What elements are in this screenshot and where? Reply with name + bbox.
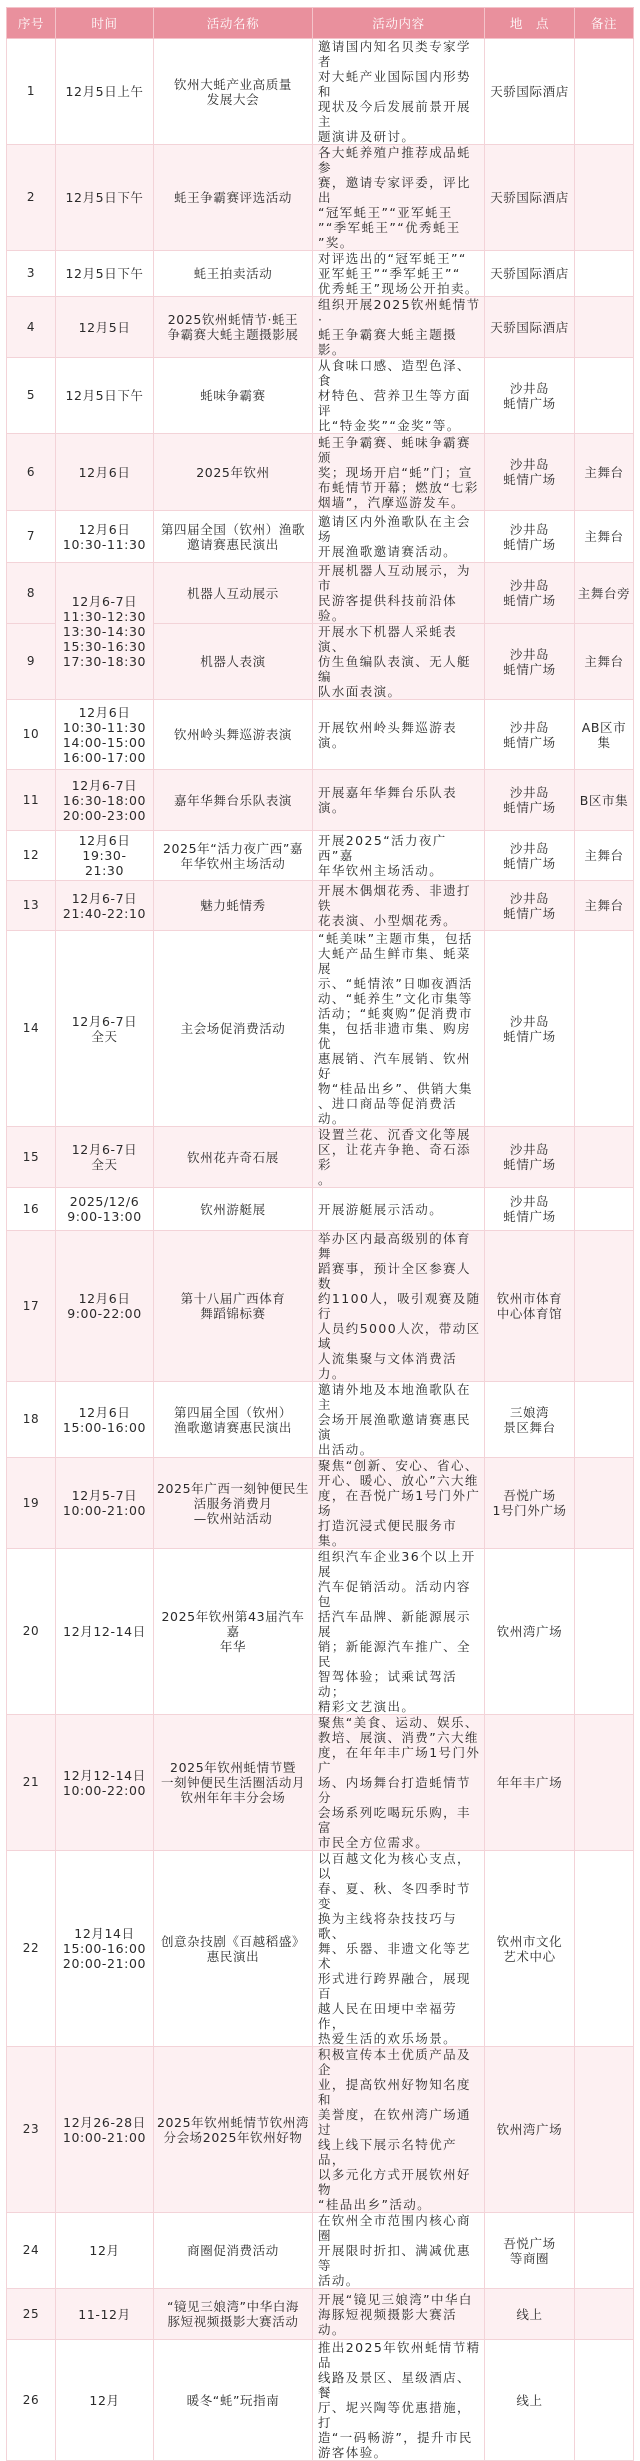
cell-content: 邀请区内外渔歌队在主会场 开展渔歌邀请赛活动。 [313, 511, 485, 563]
cell-note [575, 1382, 634, 1458]
cell-name: 蚝王拍卖活动 [154, 251, 313, 297]
cell-content: 开展游艇展示活动。 [313, 1188, 485, 1231]
table-row [7, 2289, 634, 2340]
cell-name: 机器人互动展示 [154, 563, 313, 624]
cell-content: 推出2025年钦州蚝情节精品 线路及景区、星级酒店、餐 厅、坭兴陶等优惠措施，打 造“一码畅游”，提升市民 游客体验。 [313, 2340, 485, 2461]
cell-time: 12月6-7日 全天 [56, 1127, 154, 1188]
cell-place: 沙井岛 蚝情广场 [485, 931, 575, 1127]
cell-time: 12月5-7日 10:00-21:00 [56, 1458, 154, 1549]
cell-name: 2025年广西一刻钟便民生 活服务消费月 —钦州站活动 [154, 1458, 313, 1549]
cell-time: 12月14日 15:00-16:00 20:00-21:00 [56, 1851, 154, 2047]
cell-content: 蚝王争霸赛、蚝味争霸赛颁 奖；现场开启“蚝”门；宣 布蚝情节开幕；燃放“七彩 烟墙”，汽摩巡游发车。 [313, 434, 485, 511]
table-row [7, 145, 634, 251]
header-content: 活动内容 [313, 8, 485, 39]
cell-place: 沙井岛 蚝情广场 [485, 881, 575, 931]
cell-no: 13 [7, 881, 56, 931]
table-row [7, 1851, 634, 2047]
cell-name: 2025年钦州 [154, 434, 313, 511]
cell-place: 沙井岛 蚝情广场 [485, 831, 575, 881]
table-body [7, 39, 634, 2461]
cell-note [575, 1231, 634, 1382]
table-row [7, 358, 634, 434]
cell-place: 沙井岛 蚝情广场 [485, 358, 575, 434]
cell-name: 魅力蚝情秀 [154, 881, 313, 931]
cell-note [575, 39, 634, 145]
header-time: 时间 [56, 8, 154, 39]
cell-place: 天骄国际酒店 [485, 297, 575, 358]
cell-content: 邀请国内知名贝类专家学者 对大蚝产业国际国内形势和 现状及今后发展前景开展主 题演讲及研讨。 [313, 39, 485, 145]
cell-place: 沙井岛 蚝情广场 [485, 434, 575, 511]
cell-no: 14 [7, 931, 56, 1127]
cell-place: 三娘湾 景区舞台 [485, 1382, 575, 1458]
cell-time: 12月5日 [56, 297, 154, 358]
cell-no: 12 [7, 831, 56, 881]
cell-note: AB区市集 [575, 700, 634, 770]
cell-content: 在钦州全市范围内核心商圈 开展限时折扣、满减优惠等 活动。 [313, 2213, 485, 2289]
cell-name: 暖冬“蚝”玩指南 [154, 2340, 313, 2461]
cell-name: 2025年钦州蚝情节钦州湾 分会场2025年钦州好物 [154, 2047, 313, 2213]
cell-content: 设置兰花、沉香文化等展 区，让花卉争艳、奇石添彩 。 [313, 1127, 485, 1188]
cell-name: 主会场促消费活动 [154, 931, 313, 1127]
table-header-row [7, 8, 634, 39]
cell-note [575, 1851, 634, 2047]
cell-no: 17 [7, 1231, 56, 1382]
table-row [7, 2047, 634, 2213]
cell-name: 2025年钦州蚝情节暨 一刻钟便民生活圈活动月 钦州年年丰分会场 [154, 1715, 313, 1851]
cell-time: 12月5日下午 [56, 358, 154, 434]
table-row [7, 251, 634, 297]
cell-no: 26 [7, 2340, 56, 2461]
cell-note [575, 251, 634, 297]
cell-time: 12月26-28日 10:00-21:00 [56, 2047, 154, 2213]
cell-name: 2025年钦州第43届汽车嘉 年华 [154, 1549, 313, 1715]
table-row [7, 700, 634, 770]
table-row [7, 2340, 634, 2461]
cell-name: 钦州花卉奇石展 [154, 1127, 313, 1188]
cell-place: 钦州湾广场 [485, 1549, 575, 1715]
table-row [7, 931, 634, 1127]
cell-note: 主舞台 [575, 881, 634, 931]
cell-place: 沙井岛 蚝情广场 [485, 1188, 575, 1231]
cell-time: 12月6日 10:30-11:30 [56, 511, 154, 563]
cell-content: 从食味口感、造型色泽、食 材特色、营养卫生等方面评 比“特金奖”“金奖”等。 [313, 358, 485, 434]
cell-name: 嘉年华舞台乐队表演 [154, 770, 313, 831]
table-row [7, 2213, 634, 2289]
cell-content: 开展水下机器人采蚝表演、 仿生鱼编队表演、无人艇编 队水面表演。 [313, 624, 485, 700]
header-place: 地 点 [485, 8, 575, 39]
cell-name: “镜见三娘湾”中华白海 豚短视频摄影大赛活动 [154, 2289, 313, 2340]
cell-time: 12月 [56, 2340, 154, 2461]
cell-note: 主舞台 [575, 831, 634, 881]
cell-time: 12月 [56, 2213, 154, 2289]
cell-name: 创意杂技剧《百越稻盛》 惠民演出 [154, 1851, 313, 2047]
cell-content: “蚝美味”主题市集，包括 大蚝产品生鲜市集、蚝菜展 示、“蚝情浓”日咖夜酒活 动、“蚝养生”文化市集等 活动；“蚝爽购”促消费市 集，包括非遗市集、购房优 惠展销、汽车展销、钦州好 物“桂品出乡”、供销大集 、进口商品等促消费活动。 [313, 931, 485, 1127]
cell-name: 钦州岭头舞巡游表演 [154, 700, 313, 770]
cell-content: 开展机器人互动展示，为市 民游客提供科技前沿体验。 [313, 563, 485, 624]
cell-name: 2025年“活力夜广西”嘉 年华钦州主场活动 [154, 831, 313, 881]
cell-note [575, 297, 634, 358]
cell-name: 第四届全国（钦州） 渔歌邀请赛惠民演出 [154, 1382, 313, 1458]
cell-name: 机器人表演 [154, 624, 313, 700]
cell-no: 19 [7, 1458, 56, 1549]
table-row [7, 563, 634, 624]
cell-no: 24 [7, 2213, 56, 2289]
table-row [7, 1549, 634, 1715]
cell-note [575, 1458, 634, 1549]
cell-place: 吾悦广场 等商圈 [485, 2213, 575, 2289]
cell-note: 主舞台 [575, 434, 634, 511]
cell-note [575, 1188, 634, 1231]
cell-name: 第十八届广西体育 舞蹈锦标赛 [154, 1231, 313, 1382]
cell-no: 4 [7, 297, 56, 358]
cell-note: B区市集 [575, 770, 634, 831]
cell-note [575, 145, 634, 251]
cell-no: 11 [7, 770, 56, 831]
cell-content: 开展2025“活力夜广西”嘉 年华钦州主场活动。 [313, 831, 485, 881]
table-row [7, 1458, 634, 1549]
cell-place: 沙井岛 蚝情广场 [485, 563, 575, 624]
cell-name: 钦州大蚝产业高质量 发展大会 [154, 39, 313, 145]
cell-note [575, 931, 634, 1127]
table-row [7, 1715, 634, 1851]
cell-note [575, 2213, 634, 2289]
table-row [7, 434, 634, 511]
cell-place: 钦州市体育 中心体育馆 [485, 1231, 575, 1382]
cell-time: 2025/12/6 9:00-13:00 [56, 1188, 154, 1231]
cell-content: 以百越文化为核心支点，以 春、夏、秋、冬四季时节变 换为主线将杂技技巧与歌、 舞、乐器、非遗文化等艺术 形式进行跨界融合，展现百 越人民在田埂中幸福劳作， 热爱生活的欢乐场景。 [313, 1851, 485, 2047]
cell-place: 线上 [485, 2340, 575, 2461]
cell-note [575, 1715, 634, 1851]
cell-content: 组织开展2025钦州蚝情节· 蚝王争霸赛大蚝主题摄影。 [313, 297, 485, 358]
cell-no: 18 [7, 1382, 56, 1458]
table-row [7, 297, 634, 358]
cell-place: 沙井岛 蚝情广场 [485, 624, 575, 700]
cell-no: 20 [7, 1549, 56, 1715]
cell-no: 16 [7, 1188, 56, 1231]
cell-time: 12月6-7日 21:40-22:10 [56, 881, 154, 931]
table-row [7, 1231, 634, 1382]
cell-content: 对评选出的“冠军蚝王”“ 亚军蚝王”“季军蚝王”“ 优秀蚝王”现场公开拍卖。 [313, 251, 485, 297]
cell-no: 8 [7, 563, 56, 624]
cell-note: 主舞台 [575, 511, 634, 563]
cell-name: 第四届全国（钦州）渔歌 邀请赛惠民演出 [154, 511, 313, 563]
cell-name: 蚝王争霸赛评选活动 [154, 145, 313, 251]
table-row [7, 881, 634, 931]
cell-no: 23 [7, 2047, 56, 2213]
cell-time: 12月6日 [56, 434, 154, 511]
cell-no: 7 [7, 511, 56, 563]
cell-time: 12月6日19:30- 21:30 [56, 831, 154, 881]
cell-no: 25 [7, 2289, 56, 2340]
cell-place: 沙井岛 蚝情广场 [485, 511, 575, 563]
cell-note: 主舞台 [575, 624, 634, 700]
table-row [7, 1188, 634, 1231]
activity-schedule-table [6, 7, 634, 2461]
header-no: 序号 [7, 8, 56, 39]
cell-time: 12月6-7日 11:30-12:30 13:30-14:30 15:30-16:30 17:30-18:30 [56, 563, 154, 700]
cell-no: 6 [7, 434, 56, 511]
header-note: 备注 [575, 8, 634, 39]
cell-note [575, 358, 634, 434]
cell-place: 钦州湾广场 [485, 2047, 575, 2213]
table-row [7, 39, 634, 145]
cell-place: 年年丰广场 [485, 1715, 575, 1851]
cell-name: 2025钦州蚝情节·蚝王 争霸赛大蚝主题摄影展 [154, 297, 313, 358]
cell-name: 蚝味争霸赛 [154, 358, 313, 434]
cell-time: 12月12-14日 10:00-22:00 [56, 1715, 154, 1851]
cell-content: 开展木偶烟花秀、非遗打铁 花表演、小型烟花秀。 [313, 881, 485, 931]
cell-content: 邀请外地及本地渔歌队在主 会场开展渔歌邀请赛惠民演 出活动。 [313, 1382, 485, 1458]
cell-name: 钦州游艇展 [154, 1188, 313, 1231]
cell-time: 12月5日上午 [56, 39, 154, 145]
cell-time: 11-12月 [56, 2289, 154, 2340]
cell-no: 9 [7, 624, 56, 700]
cell-content: 举办区内最高级别的体育舞 蹈赛事，预计全区参赛人数 约1100人，吸引观赛及随行 人员约5000人次，带动区域 人流集聚与文体消费活力。 [313, 1231, 485, 1382]
cell-place: 天骄国际酒店 [485, 251, 575, 297]
table-row [7, 831, 634, 881]
cell-no: 15 [7, 1127, 56, 1188]
cell-place: 天骄国际酒店 [485, 145, 575, 251]
cell-no: 10 [7, 700, 56, 770]
cell-time: 12月5日下午 [56, 145, 154, 251]
cell-content: 各大蚝养殖户推荐成品蚝参 赛，邀请专家评委，评比出 “冠军蚝王”“亚军蚝王 ”“季军蚝王”“优秀蚝王 ”奖。 [313, 145, 485, 251]
cell-note [575, 2340, 634, 2461]
cell-content: 开展“镜见三娘湾”中华白 海豚短视频摄影大赛活动。 [313, 2289, 485, 2340]
cell-note [575, 1127, 634, 1188]
cell-no: 22 [7, 1851, 56, 2047]
cell-content: 开展钦州岭头舞巡游表演。 [313, 700, 485, 770]
cell-content: 积极宣传本土优质产品及企 业，提高钦州好物知名度和 美誉度，在钦州湾广场通过 线上线下展示名特优产品， 以多元化方式开展钦州好物 “桂品出乡”活动。 [313, 2047, 485, 2213]
cell-place: 沙井岛 蚝情广场 [485, 770, 575, 831]
cell-time: 12月6-7日 16:30-18:00 20:00-23:00 [56, 770, 154, 831]
cell-no: 2 [7, 145, 56, 251]
cell-note [575, 2289, 634, 2340]
cell-time: 12月5日下午 [56, 251, 154, 297]
table-row [7, 1382, 634, 1458]
cell-no: 1 [7, 39, 56, 145]
cell-time: 12月6日 9:00-22:00 [56, 1231, 154, 1382]
cell-place: 沙井岛 蚝情广场 [485, 700, 575, 770]
cell-content: 开展嘉年华舞台乐队表演。 [313, 770, 485, 831]
cell-no: 3 [7, 251, 56, 297]
cell-content: 组织汽车企业36个以上开展 汽车促销活动。活动内容包 括汽车品牌、新能源展示展 销；新能源汽车推广、全民 智驾体验；试乘试驾活动； 精彩文艺演出。 [313, 1549, 485, 1715]
cell-time: 12月6日 15:00-16:00 [56, 1382, 154, 1458]
cell-no: 21 [7, 1715, 56, 1851]
cell-time: 12月6日 10:30-11:30 14:00-15:00 16:00-17:00 [56, 700, 154, 770]
table-row [7, 511, 634, 563]
cell-content: 聚焦“美食、运动、娱乐、 教培、展演、消费”六大维 度，在年年丰广场1号门外广 场、内场舞台打造蚝情节分 会场系列吃喝玩乐购，丰富 市民全方位需求。 [313, 1715, 485, 1851]
cell-place: 钦州市文化 艺术中心 [485, 1851, 575, 2047]
table-row [7, 770, 634, 831]
cell-time: 12月12-14日 [56, 1549, 154, 1715]
cell-content: 聚焦“创新、安心、省心、 开心、暖心、放心”六大维 度，在吾悦广场1号门外广场 打造沉浸式便民服务市集。 [313, 1458, 485, 1549]
header-name: 活动名称 [154, 8, 313, 39]
cell-place: 沙井岛 蚝情广场 [485, 1127, 575, 1188]
cell-place: 线上 [485, 2289, 575, 2340]
cell-no: 5 [7, 358, 56, 434]
cell-note [575, 1549, 634, 1715]
cell-note [575, 2047, 634, 2213]
table-row [7, 1127, 634, 1188]
cell-note: 主舞台旁 [575, 563, 634, 624]
cell-place: 天骄国际酒店 [485, 39, 575, 145]
cell-place: 吾悦广场 1号门外广场 [485, 1458, 575, 1549]
cell-time: 12月6-7日 全天 [56, 931, 154, 1127]
cell-name: 商圈促消费活动 [154, 2213, 313, 2289]
